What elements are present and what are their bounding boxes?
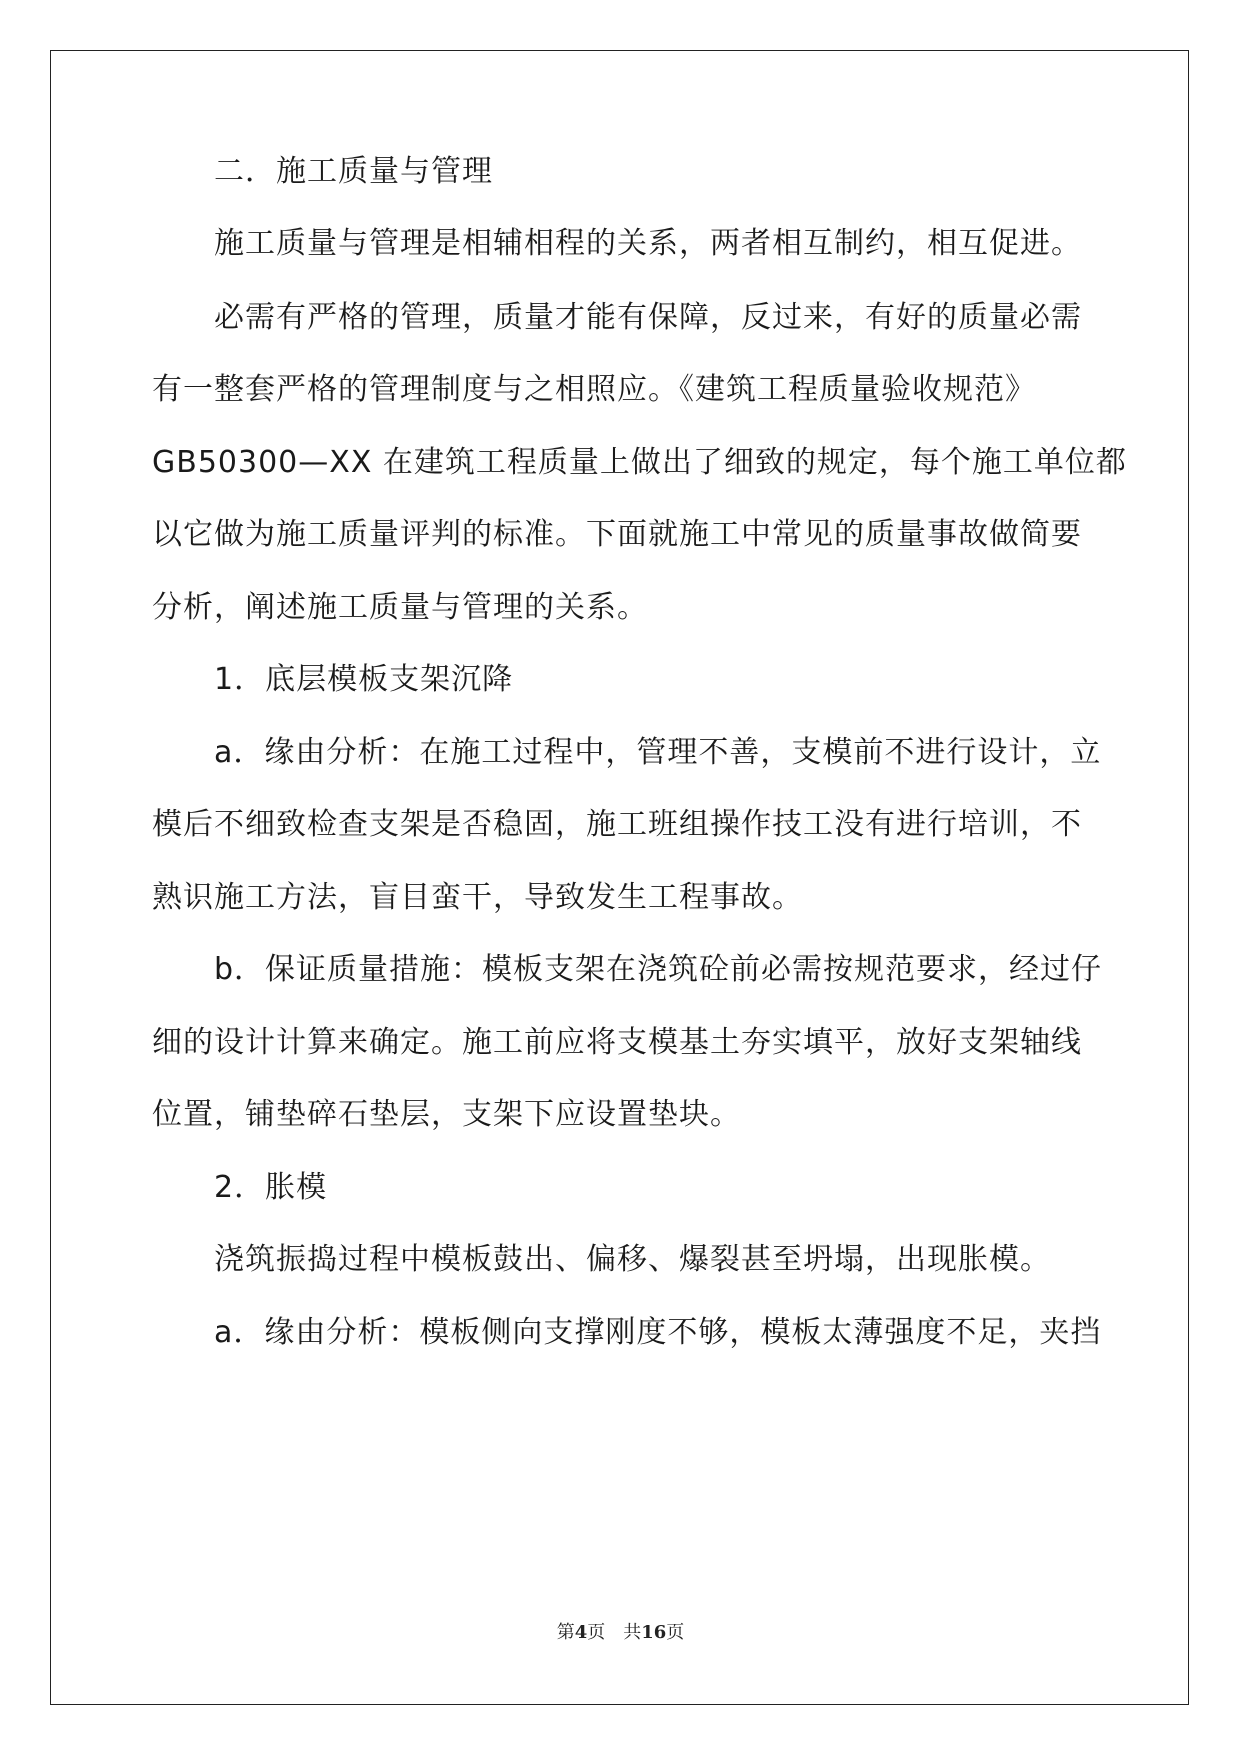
paragraph-line: 有一整套严格的管理制度与之相照应。《建筑工程质量验收规范》 <box>152 372 1036 407</box>
paragraph-line: 熟识施工方法，盲目蛮干，导致发生工程事故。 <box>152 880 803 915</box>
paragraph-line: 分析，阐述施工质量与管理的关系。 <box>152 590 648 625</box>
paragraph-line: 必需有严格的管理，质量才能有保障，反过来，有好的质量必需 <box>214 300 1082 335</box>
page-number: 4 <box>574 1622 588 1643</box>
paragraph-line: 以它做为施工质量评判的标准。下面就施工中常见的质量事故做简要 <box>152 517 1082 552</box>
paragraph-line: 模后不细致检查支架是否稳固，施工班组操作技工没有进行培训，不 <box>152 807 1082 842</box>
subsection-heading: 1．底层模板支架沉降 <box>214 662 514 697</box>
page-prefix: 第 <box>556 1622 575 1643</box>
total-suffix: 页 <box>666 1622 685 1643</box>
paragraph-line: 位置，铺垫碎石垫层，支架下应设置垫块。 <box>152 1097 741 1132</box>
paragraph-line: 细的设计计算来确定。施工前应将支模基土夯实填平，放好支架轴线 <box>152 1025 1082 1060</box>
total-pages: 16 <box>641 1622 667 1643</box>
paragraph-line: a．缘由分析：模板侧向支撑刚度不够，模板太薄强度不足，夹挡 <box>214 1315 1102 1350</box>
subsection-heading: 2．胀模 <box>214 1170 328 1205</box>
section-heading: 二．施工质量与管理 <box>214 154 493 189</box>
paragraph-line: 浇筑振捣过程中模板鼓出、偏移、爆裂甚至坍塌，出现胀模。 <box>214 1242 1051 1277</box>
paragraph-line: b．保证质量措施：模板支架在浇筑砼前必需按规范要求，经过仔 <box>214 952 1103 987</box>
paragraph-line: GB50300—XX 在建筑工程质量上做出了细致的规定，每个施工单位都 <box>152 445 1127 480</box>
total-prefix: 共 <box>623 1622 642 1643</box>
paragraph-line: 施工质量与管理是相辅相程的关系，两者相互制约，相互促进。 <box>214 226 1082 261</box>
page-suffix: 页 <box>587 1622 606 1643</box>
page-footer <box>0 1620 1241 1646</box>
paragraph-line: a．缘由分析：在施工过程中，管理不善，支模前不进行设计，立 <box>214 735 1102 770</box>
